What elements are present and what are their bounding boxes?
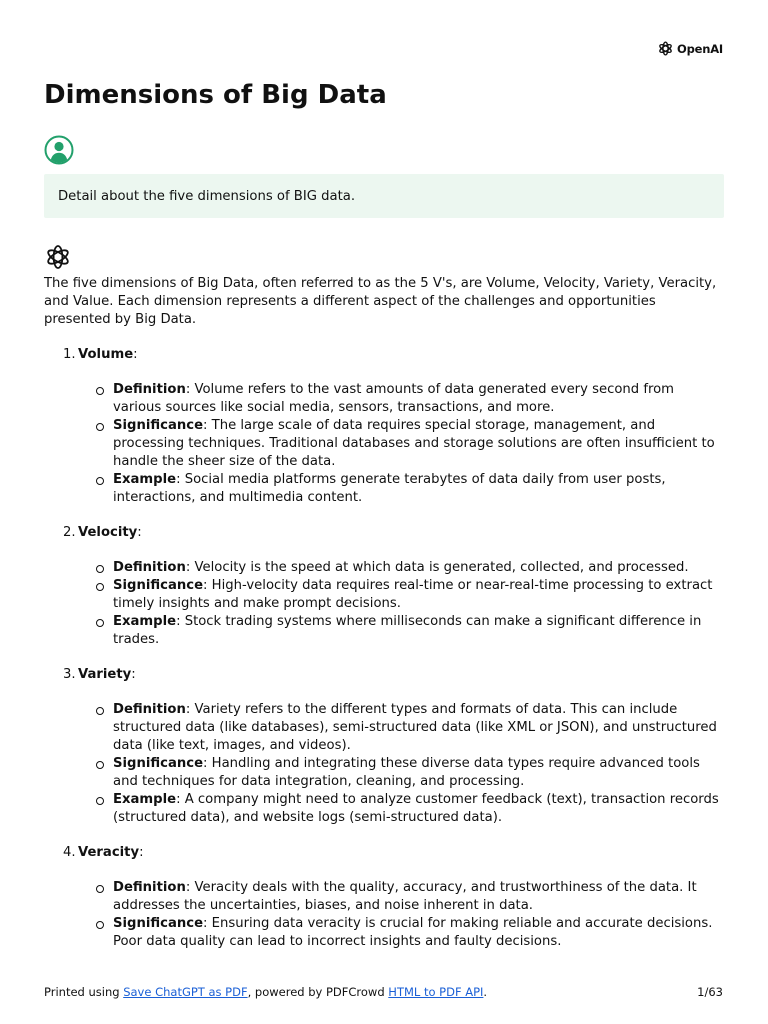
user-avatar-icon xyxy=(44,135,74,165)
point-text: : The large scale of data requires special storage, management, and processing techniques. Traditional databases and storage solutions are often insufficient to handle the sheer size of the data. xyxy=(113,418,715,469)
point-item xyxy=(113,915,724,951)
dimension-item xyxy=(44,844,724,951)
footer-prefix: Printed using xyxy=(44,985,124,999)
dimension-number: 4. xyxy=(63,845,76,860)
point-label: Definition xyxy=(113,382,186,397)
dimension-title: Variety xyxy=(78,667,132,682)
point-item xyxy=(113,417,724,471)
point-item xyxy=(113,559,724,577)
brand-name: OpenAI xyxy=(677,41,723,56)
point-item xyxy=(113,471,724,507)
dimension-heading: 1. Volume: xyxy=(63,347,138,362)
point-text: : Volume refers to the vast amounts of data generated every second from various sources like social media, sensors, transactions, and more. xyxy=(113,382,675,415)
point-item xyxy=(113,755,724,791)
html-to-pdf-api-link[interactable]: HTML to PDF API xyxy=(388,985,484,999)
point-label: Significance xyxy=(113,578,204,593)
point-label: Significance xyxy=(113,756,204,771)
user-prompt xyxy=(44,174,724,218)
point-text: : Handling and integrating these diverse data types require advanced tools and techniques for data integration, cleaning, and processing. xyxy=(113,756,700,789)
point-item xyxy=(113,701,724,755)
page-title: Dimensions of Big Data xyxy=(44,80,387,110)
footer-suffix: . xyxy=(483,985,488,999)
point-label: Example xyxy=(113,614,177,629)
point-text: : Social media platforms generate terabytes of data daily from user posts, interactions, and multimedia content. xyxy=(113,472,666,505)
brand-header xyxy=(657,40,723,57)
dimension-number: 3. xyxy=(63,667,76,682)
dimension-item xyxy=(44,524,724,649)
dimension-item xyxy=(44,666,724,827)
print-footer xyxy=(44,985,723,999)
chatgpt-logo-icon xyxy=(44,243,72,271)
dimension-heading: 2. Velocity: xyxy=(63,525,142,540)
point-item xyxy=(113,381,724,417)
openai-logo-icon xyxy=(657,40,674,57)
point-text: : Velocity is the speed at which data is generated, collected, and processed. xyxy=(185,560,689,575)
footer-credit xyxy=(44,985,487,999)
point-text: : Stock trading systems where milliseconds can make a significant difference in trades. xyxy=(113,614,702,647)
conversation-page xyxy=(44,78,724,968)
point-label: Significance xyxy=(113,916,204,931)
dimension-points xyxy=(44,381,724,507)
point-text: : High-velocity data requires real-time or near-real-time processing to extract timely insights and make prompt decisions. xyxy=(113,578,713,611)
dimension-list xyxy=(44,346,724,951)
dimension-title: Velocity xyxy=(78,525,138,540)
point-item xyxy=(113,791,724,827)
point-label: Definition xyxy=(113,880,186,895)
dimension-heading: 4. Veracity: xyxy=(63,845,144,860)
point-text: : Ensuring data veracity is crucial for making reliable and accurate decisions. Poor data quality can lead to incorrect insights and faulty decisions. xyxy=(113,916,713,949)
dimension-title: Veracity xyxy=(78,845,140,860)
dimension-number: 1. xyxy=(63,347,76,362)
user-prompt-text: Detail about the five dimensions of BIG data. xyxy=(58,188,356,204)
dimension-points xyxy=(44,879,724,951)
point-item xyxy=(113,879,724,915)
point-text: : A company might need to analyze customer feedback (text), transaction records (structured data), and website logs (semi-structured data). xyxy=(113,792,719,825)
dimension-item xyxy=(44,346,724,507)
point-text: : Veracity deals with the quality, accuracy, and trustworthiness of the data. It addresses the uncertainties, biases, and noise inherent in data. xyxy=(113,880,697,913)
page-number: 1/63 xyxy=(697,985,723,999)
point-label: Definition xyxy=(113,702,186,717)
point-item xyxy=(113,613,724,649)
point-item xyxy=(113,577,724,613)
footer-middle: , powered by PDFCrowd xyxy=(247,985,389,999)
point-label: Example xyxy=(113,792,177,807)
dimension-number: 2. xyxy=(63,525,76,540)
point-label: Definition xyxy=(113,560,186,575)
point-label: Significance xyxy=(113,418,204,433)
point-text: : Variety refers to the different types and formats of data. This can include structured data (like databases), semi-structured data (like XML or JSON), and unstructured data (like text, images, and videos). xyxy=(113,702,717,753)
save-chatgpt-pdf-link[interactable]: Save ChatGPT as PDF xyxy=(123,985,248,999)
dimension-title: Volume xyxy=(78,347,134,362)
dimension-points xyxy=(44,701,724,827)
point-label: Example xyxy=(113,472,177,487)
assistant-response xyxy=(44,275,724,951)
intro-paragraph: The five dimensions of Big Data, often referred to as the 5 V's, are Volume, Velocity, Variety, Veracity, and Value. Each dimension represents a different aspect of the challenges and opportunities presented by Big Data. xyxy=(44,276,717,327)
dimension-heading: 3. Variety: xyxy=(63,667,136,682)
dimension-points xyxy=(44,559,724,649)
